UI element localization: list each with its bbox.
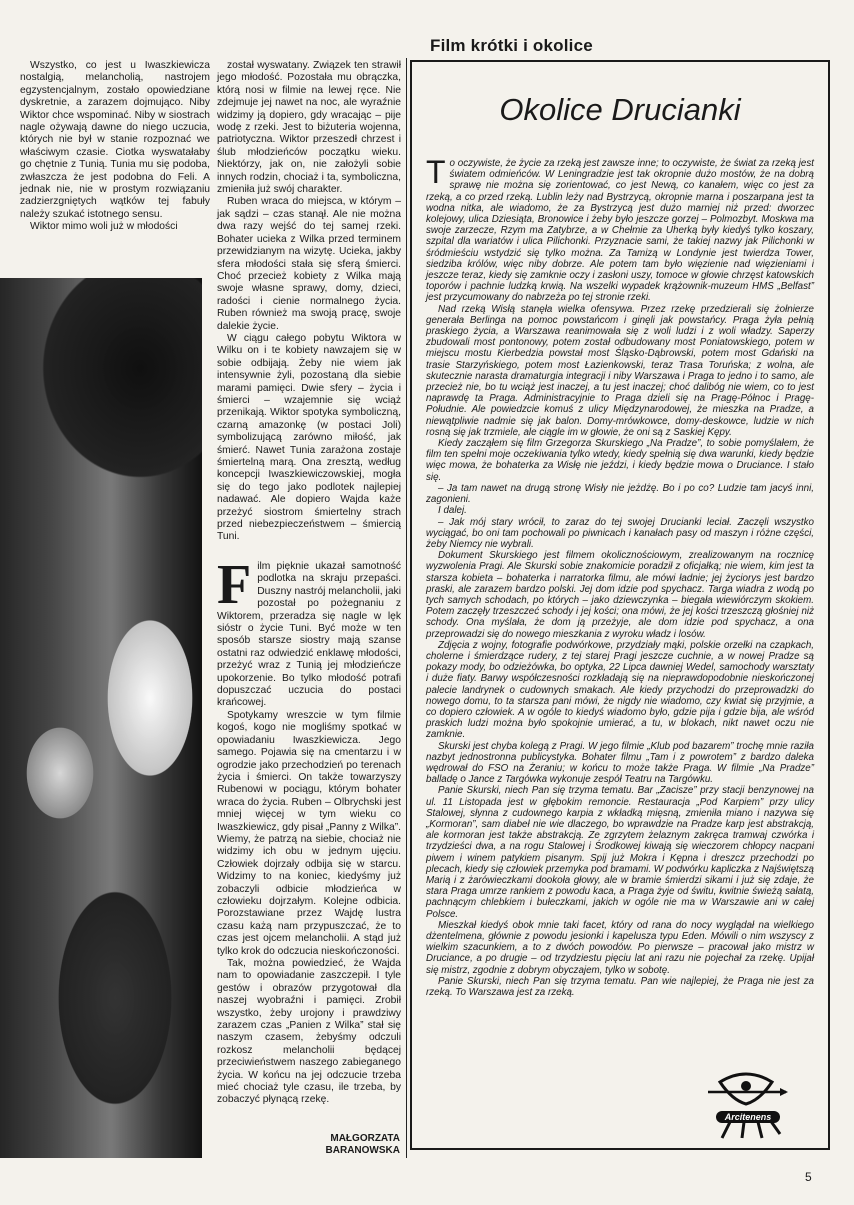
paragraph: Dokument Skurskiego jest filmem okolicznościowym, zrealizowanym na rocznicę wyzwolenia Pragi. Ale Skurski sobie znakomicie poradził z oficjałką; nie wiem, kim jest ta starsza kobieta – bohaterka i narratorka filmu, ale mówi ładnie; jej życiorys jest bardzo praski, ale zarazem bardzo polski. Jej dom idzie pod spychacz. Targa wiadra z wodą po tych samych schodach, po których – jako dziewczynka – biegała wiewiórczym skokiem. Potem zaczęły trzeszczeć schody i jej kości; ona mówi, że jej kości trzeszczą głośniej niż schody. Ona myślała, że dom ją przeżyje, ale dom idzie pod spychacz, a ona przeprowadzi się do nowego mieszkania z wyroku władz i losów. [426,550,814,640]
page-number: 5 [805,1170,812,1184]
paragraph: Zdjęcia z wojny, fotografie podwórkowe, przydziały mąki, polskie orzełki na czapkach, cholerne i śmierdzące rudery, z tej starej Pragi jeszcze cuchnie, a w nowej Pradze są pokazy mody, bo odzieżówka, bo optyka, 22 Lipca dawniej Wedel, samochody warsztaty i duże fiaty. Barwy współczesności rozkładają się na nieprawdopodobnie nieskończonej palecie landrynek o cudownych smakach. Ale kiedy przychodzi do przeprowadzki do nowego domu, to ta starsza pani mówi, że nigdy nie wiadomo, czy kwiat się przyjmie, a co dopiero człowiek. A w ogóle to kiedyś wiadomo było, gdzie pija i gdzie bija, ale wśród praskich ludzi można było spokojnie umierać, a tu, w blokach, nikt nawet oczu nie zamknie. [426,639,814,741]
paragraph: W ciągu całego pobytu Wiktora w Wilku on i te kobiety nawzajem się w sobie odbijają. Żeby nie wiem jak intensywnie żyli, pozostaną dla siebie marami pamięci. Dwie sfery – życia i śmierci – wzajemnie się wciąż przenikają. Wiktor spotyka symboliczną, czarną amazonkę (w postaci Joli) symbolizującą zarówno miłość, jak śmierć. Nawet Tunia zarażona zostaje śmiertelną marą. Ona zresztą, według koncepcji Iwaszkiewiczowskiej, mogła się do tego jako podlotek najlepiej nadawać. Ale dopiero Wajda każe przeżyć siostrom śmiertelny strach przed niebezpieczeństwem – śmiercią Tuni. [217,332,401,543]
paragraph: Panie Skurski, niech Pan się trzyma tematu. Bar „Zacisze” przy stacji benzynowej na ul. 11 Listopada jest w głębokim remoncie. Restauracja „Pod Karpiem” przy ulicy Stalowej, słynna z cudownego karpia z wkładką mięsną, zmieniła miano i nazywa się „Kormoran”, sam diabeł nie wie dlaczego, bo wprawdzie na Pradze karp jest abstrakcją, ale kormoran jest także abstrakcją. Ze zgrzytem żelaznym zakręca tramwaj czwórka i trzydzieści dwa, a na rogu Stalowej i Środkowej kiwają się wieczorem chłopcy nacpani piwem i winem patykiem pisanym. Spij już Mokra i Kępna i dreszcz przechodzi po plecach, kiedy się człowiek przemyka pod bramami. W podwórku kapliczka z Najświętszą Marią i z żarówieczkami dookoła głowy, ale w bramie śmierdzi sikami i już się zdaje, że stara Praga umrze rankiem z powodu kaca, a Praga żyje od świtu, kwitnie świeżą sałatą, pachnącym chlebkiem i bułeczkami, jakich w ogóle nie ma w Warszawie ani w całej Polsce. [426,785,814,920]
lead-letter: T [426,154,446,190]
logo-wordmark: Arcitenens [716,1111,780,1123]
column-divider [406,58,407,1158]
author-first-name: MAŁGORZATA [330,1133,400,1144]
paragraph-text: o oczywiste, że życie za rzeką jest zawsze inne; to oczywiste, że świat za rzeką jest światem odmieńców. W Leningradzie jest tak okropnie dużo mostów, że na dobrą sprawę nie można się zorientować, co jest Newą, co kanałem, więc co jest za rzeką, a co przed rzeką. Lublin leży nad Bystrzycą, okropnie marna i poszarpana jest ta wodna nitka, ale wiadomo, że za Bystrzycą jest dużo marniej niż przed: dworzec kolejowy, ulica Dziesiąta, Bronowice i żeby było jeszcze gorzej – Polmozbyt. Moskwa ma swoje zarzecze, Rzym ma Zatybrze, a w Chełmie za Uherką były kiedyś tylko koszary, szpital dla wariatów i ulica Pilichonki. Przyznacie sami, że takiej nazwy jak Pilichonki w śródmieściu wstydzić się tylko można. Za Tamizą w Londynie jest twierdza Tower, siedziba królów, więc niby dobrze. Ale potem tam było więzienie nad więzieniami i jeszcze teraz, kiedy się zamknie oczy i zasłoni uszy, tomoce w głowie chrzęst katowskich toporów i pachnie ludzką krwią. Na wszelki wypadek krążownik-muzeum HMS „Belfast” jest przycumowany do nabrzeża po tej stronie rzeki. [426,158,814,304]
drop-cap: F [217,554,252,616]
box-title: Okolice Drucianki [499,92,741,127]
article-column-1 [20,60,210,234]
paragraph: Mieszkał kiedyś obok mnie taki facet, który od rana do nocy wyglądał na wielkiego dżentelmena, głównie z powodu jesionki i kapelusza typu Eden. Mówili o nim wszyscy z wielkim szacunkiem, a to z dwóch powodów. Po pierwsze – pracował jako mistrz w Druciance, a po drugie – od trzydziestu pięciu lat ani razu nie pojechał za rzekę. Upijał się mistrz, zgodnie z dobrym obyczajem, tylko w sobotę. [426,919,814,976]
paragraph: – Jak mój stary wrócił, to zaraz do tej swojej Drucianki leciał. Zaczęli wszystko wyciągać, bo oni tam pochowali po piwnicach i kanałach pasy od maszyn i różne części, żeby Niemcy nie wybrali. [426,516,814,550]
film-still-photo [0,278,202,1158]
paragraph: został wyswatany. Związek ten strawił jego młodość. Pozostała mu obrączka, którą nosi w filmie na lewej ręce. Nie zdejmuje jej nawet na noc, ale wyraźnie widzimy ją dopiero, gdy wracając – pije wodę z rzeki. Jest to biżuteria wojenna, patriotyczna. Wiktor przeszedł chrzest i ślub młodzieńców początku wieku. Niektórzy, jak on, nie założyli sobie innych rodzin, chociaż i ta, symboliczna, zmieniła już swój charakter. [217,60,401,196]
paragraph-text: ilm pięknie ukazał samotność podlotka na skraju przepaści. Duszny nastrój melancholii, jaki pozostał po pożegnaniu z Wiktorem, przeradza się nagle w lęk sióstr o życie Tuni. Być może w ten sposób starsze siostry mają szanse ostatni raz odwiedzić enklawę młodości, przeżyć wraz z Tunią jej młodzieńcze upokorzenie. Bo tylko młodość potrafi dopuszczać uczucia do postaci krańcowej. [217,561,401,709]
photo-shadow [0,278,202,538]
paragraph [426,154,814,304]
paragraph: Wiktor mimo woli już w młodości [30,221,178,233]
paragraph: Spotykamy wreszcie w tym filmie kogoś, kogo nie mogliśmy spotkać w opowiadaniu Iwaszkiewicza. Jego samego. Pojawia się na cmentarzu i w ogrodzie jako przechodzień po terenach życia i śmierci. On także towarzyszy Rubenowi w pociągu, którym bohater wraca do życia. Ruben – Olbrychski jest mniej więcej w tym wieku co Iwaszkiewicz, gdy pisał „Panny z Wilka”. Wiemy, że patrzą na siebie, chociaż nie widzimy ich obu w jednym ujęciu. Człowiek dojrzały odbija się w starcu. Widzimy to na koniec, kiedyśmy już zobaczyli odbicie młodzieńca w człowieku dojrzałym. Kolejne odbicia. Porozstawiane przez Wajdę lustra czasu każą nam przypuszczać, że to czas jest ojcem melancholii. A stąd już tylko krok do odczucia nieskończoności. [217,709,401,957]
paragraph: Wszystko, co jest u Iwaszkiewicza nostalgią, melancholią, nastrojem egzystencjalnym, zostało opowiedziane dyskretnie, a zarazem dojmująco. Niby Wiktor chce wspominać. Niby w siostrach nagle ożywają dawne do niego uczucia, których nie był w stanie rozpoznać we właściwym czasie. Ciotka wyswatałaby go chętnie z Tunią. Tunia mu się podoba, zwłaszcza że jest podobna do Feli. A jednak nie, nie w prostym rozwiązaniu zadzierzgniętych wątków tej fabuły należy szukać istotnego sensu. [20,60,210,220]
author-byline [300,1133,400,1157]
paragraph: – Ja tam nawet na drugą stronę Wisły nie jeżdżę. Bo i po co? Ludzie tam jacyś inni, zagonieni. [426,482,814,506]
paragraph: Panie Skurski, niech Pan się trzyma tematu. Pan wie najlepiej, że Praga nie jest za rzeką. To Warszawa jest za rzeką. [426,975,814,999]
paragraph: I dalej. [438,505,467,517]
paragraph: Ruben wraca do miejsca, w którym – jak sądzi – czas stanął. Ale nie można dwa razy wejść do tej samej rzeki. Bohater ucieka z Wilka przed terminem przewidzianym na wizytę. Ucieka, jakby sfera młodości stała się sferą śmierci. Choć przecież kobiety z Wilka mają swoje własne sprawy, domy, dzieci, radości i cienie normalnego życia. Ruben również ma swoją pracę, swoje dalekie życie. [217,196,401,332]
archer-logo-icon [700,1070,792,1140]
article-column-2-continued [217,554,401,1107]
paragraph [217,554,401,710]
paragraph: Skurski jest chyba kolegą z Pragi. W jego filmie „Klub pod bazarem” trochę mnie raziła nazbyt jednostronna publicystyka. Bohater filmu „Tam i z powrotem” z bardzo daleka wędrował do FSO na Żeraniu; w końcu to może także Praga. W filmie „Na Pradze” balladę o Jance z Targówka wykonuje zespół Teatru na Targówku. [426,740,814,786]
author-last-name: BARANOWSKA [325,1145,400,1156]
article-column-2 [217,60,401,544]
section-title: Film krótki i okolice [430,36,593,55]
paragraph: Nad rzeką Wisłą stanęła wielka ofensywa. Przez rzekę przedzierali się żołnierze generała Berlinga na pomoc powstańcom i ginęli jak powstańcy. Praga żyła pełnią praskiego życia, a Warszawa reanimowała się z woli ludzi i z woli władzy. Saperzy zbudowali most pontonowy, potem został odbudowany most Poniatowskiego, potem w miejscu mostu Kierbedzia powstał most Śląsko-Dąbrowski, potem most Gdański na trasie Starzyńskiego, potem most Łazienkowski, teraz Trasa Toruńska; z wolna, ale skutecznie narasta dramaturgia integracji i niby Warszawa i Praga to jedno i to samo, ale przecież nie, bo tu wciąż jest inaczej, a tu jest inaczej; choć dalibóg nie wiem, co to jest naprawdę ta Praga. Administracyjnie to Praga dzieli się na Pragę-Północ i Pragę-Południe. Ale powiedzcie komuś z ulicy Międzynarodowej, że mieszka na Pradze, a niewątpliwie nadmie się jak balon. Domy-mrówkowce, domy-deskowce, ludzie w nich rosną się jak trzmiele, ale ciągle im w głowie, że oni są z Saskiej Kępy. [426,303,814,438]
paragraph: Kiedy zacząłem się film Grzegorza Skurskiego „Na Pradze”, to sobie pomyślałem, że film ten spełni moje oczekiwania tylko wtedy, kiedy spełnią się dwa warunki, kiedy będzie więc mowa, że bohaterka za Wisłę nie jeździ, i kiedy będzie mowa o Druciance. I stało się. [426,438,814,483]
paragraph: Tak, można powiedzieć, że Wajda nam to opowiadanie zaszczepił. I tyle gestów i obrazów przygotował dla naszej wyobraźni i pamięci. Zrobił wszystko, żeby urojony i prawdziwy zarazem czas „Panien z Wilka” stał się naszym czasem, żebyśmy odczuli rozkosz melancholii będącej przeciwieństwem naszego zabieganego życia. W końcu na jej odczucie trzeba mieć chociaż tyle czasu, ile trzeba, by zobaczyć płynącą rzekę. [217,958,401,1106]
sidebar-article-text [426,154,814,999]
